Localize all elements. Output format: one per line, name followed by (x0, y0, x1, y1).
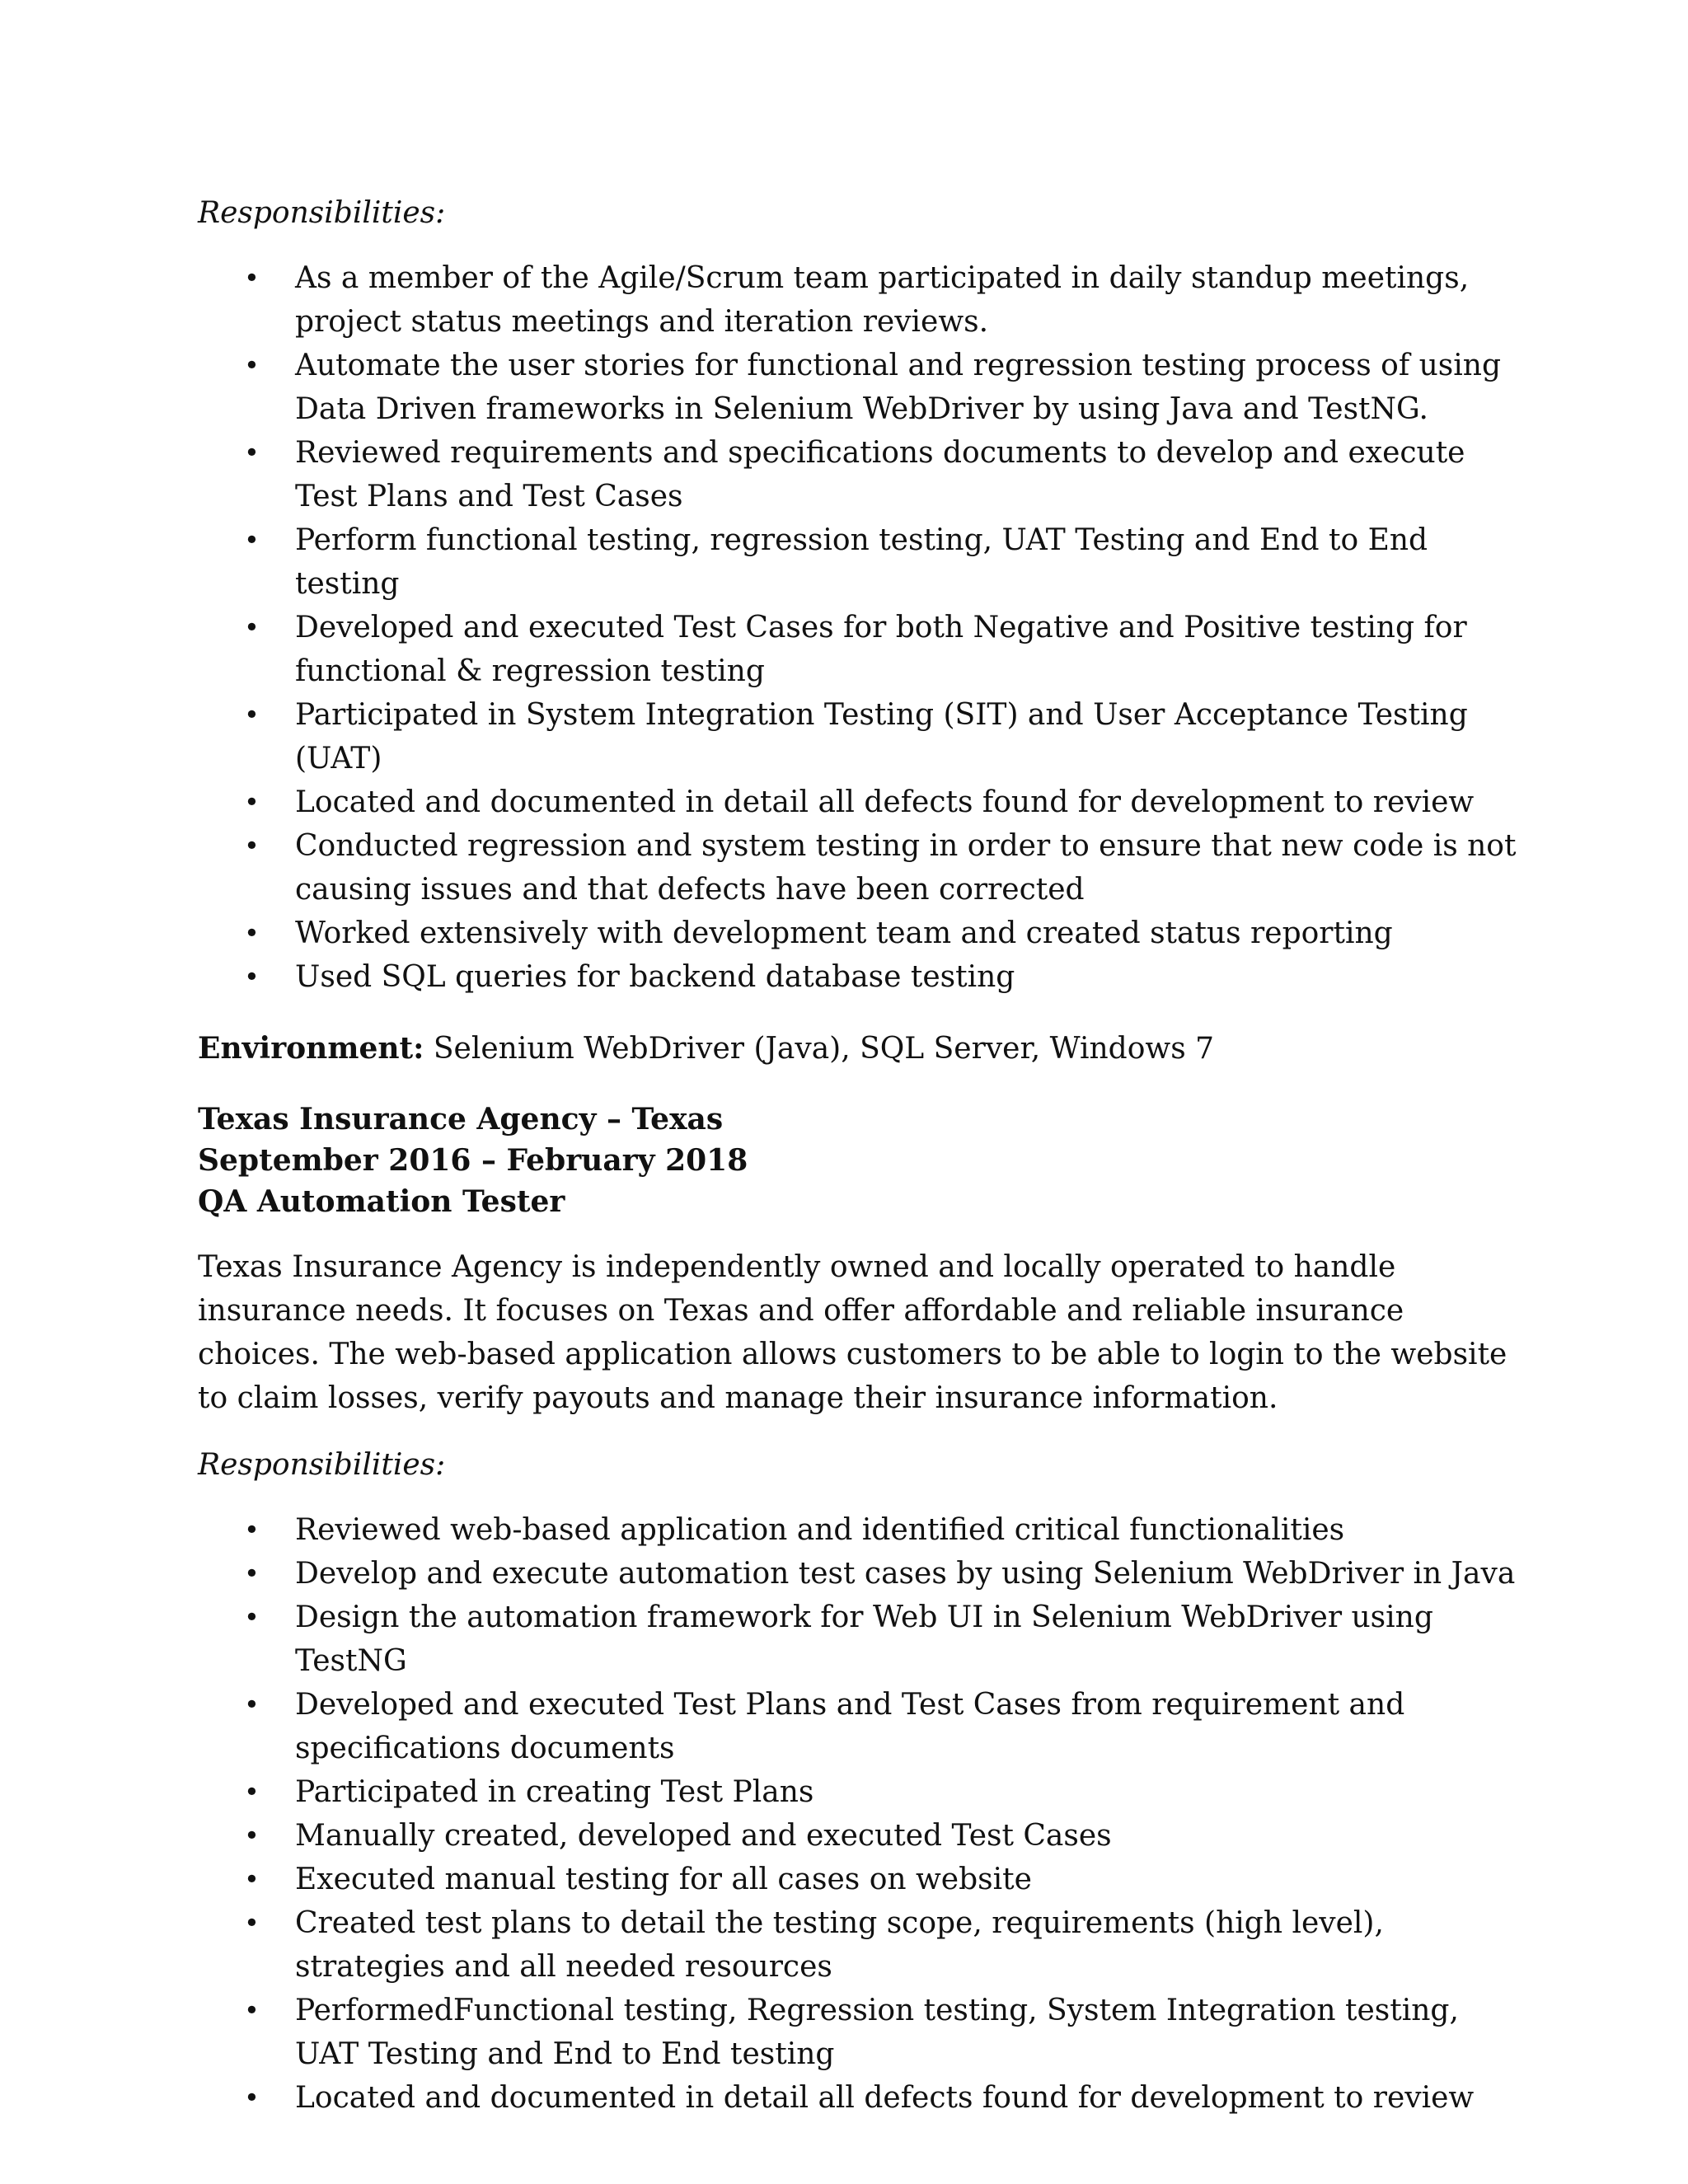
job-company: Texas Insurance Agency – Texas (198, 1102, 724, 1137)
list-item: • As a member of the Agile/Scrum team participated in daily standup meetings, project status meetings and iteration reviews. (198, 256, 1517, 344)
environment-label: Environment: (198, 1031, 424, 1066)
list-item: • Located and documented in detail all defects found for development to review (198, 780, 1517, 824)
job-heading (198, 1099, 1517, 1222)
job-description: Texas Insurance Agency is independently owned and locally operated to handle insurance needs. It focuses on Texas and offer affordable and reliable insurance choices. The web-based application allows customers to be able to login to the website to claim losses, verify payouts and manage their insurance information. (198, 1250, 1507, 1415)
list-item: • Perform functional testing, regression testing, UAT Testing and End to End testing (198, 518, 1517, 606)
list-item: • Conducted regression and system testing in order to ensure that new code is not causing issues and that defects have been corrected (198, 824, 1517, 912)
list-item: • Develop and execute automation test cases by using Selenium WebDriver in Java (198, 1552, 1517, 1596)
list-item: • Executed manual testing for all cases on website (198, 1858, 1517, 1901)
list-item: • Design the automation framework for Web UI in Selenium WebDriver using TestNG (198, 1596, 1517, 1683)
list-item: • Reviewed requirements and specifications documents to develop and execute Test Plans and Test Cases (198, 431, 1517, 518)
responsibilities-heading: Responsibilities: (198, 196, 446, 230)
list-item: • Automate the user stories for functional and regression testing process of using Data Driven frameworks in Selenium WebDriver by using Java and TestNG. (198, 344, 1517, 431)
list-item: • PerformedFunctional testing, Regression testing, System Integration testing, UAT Testing and End to End testing (198, 1989, 1517, 2076)
list-item: • Developed and executed Test Plans and Test Cases from requirement and specifications documents (198, 1683, 1517, 1770)
list-item: • Participated in creating Test Plans (198, 1770, 1517, 1814)
list-item: • Participated in System Integration Testing (SIT) and User Acceptance Testing (UAT) (198, 693, 1517, 780)
list-item: • Manually created, developed and executed Test Cases (198, 1814, 1517, 1858)
job-title: QA Automation Tester (198, 1184, 565, 1219)
list-item: • Developed and executed Test Cases for both Negative and Positive testing for functional & regression testing (198, 606, 1517, 693)
list-item: • Reviewed web-based application and identified critical functionalities (198, 1508, 1517, 1552)
list-item: • Located and documented in detail all defects found for development to review (198, 2076, 1517, 2120)
job-dates: September 2016 – February 2018 (198, 1143, 748, 1178)
list-item: • Used SQL queries for backend database testing (198, 955, 1517, 999)
document-content (198, 191, 1517, 2120)
list-item: • Worked extensively with development team and created status reporting (198, 912, 1517, 955)
responsibilities-list (198, 256, 1517, 999)
list-item: • Created test plans to detail the testing scope, requirements (high level), strategies and all needed resources (198, 1901, 1517, 1989)
responsibilities-heading: Responsibilities: (198, 1448, 446, 1482)
responsibilities-list (198, 1508, 1517, 2120)
environment-value: Selenium WebDriver (Java), SQL Server, Windows 7 (424, 1032, 1215, 1066)
environment-line (198, 1027, 1517, 1071)
